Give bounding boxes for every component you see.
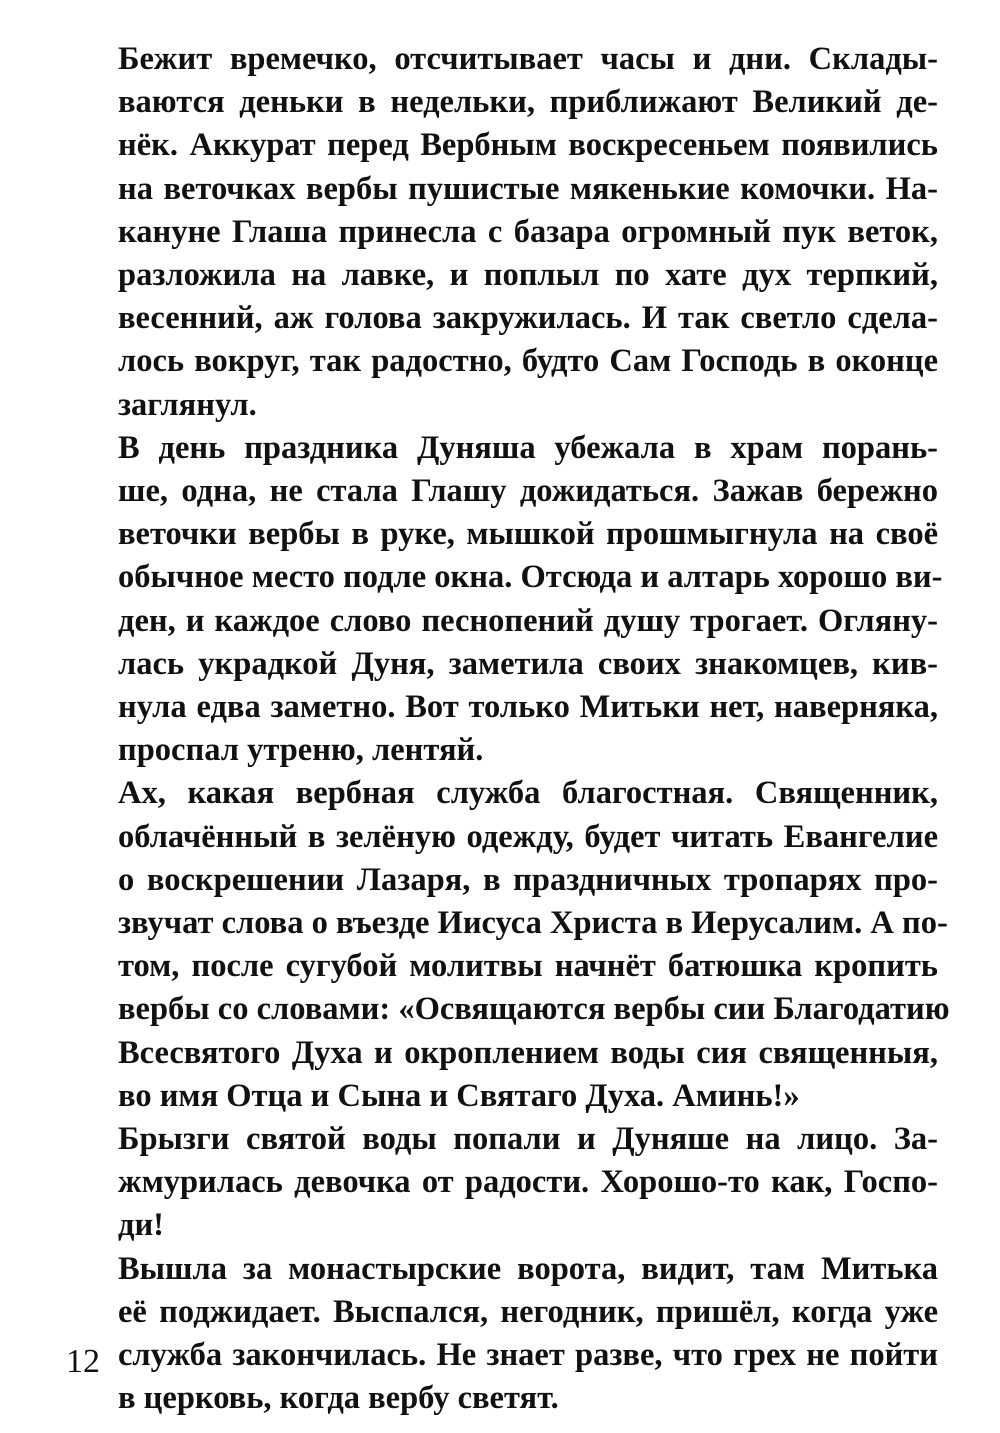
paragraph [66,38,938,427]
text-line: веточки вербы в руке, мышкой прошмыгнула на своё [118,516,938,553]
text-line: заглянул. [118,386,257,423]
text-line: нёк. Аккурат перед Вербным воскресеньем появились [118,127,938,164]
text-line: служба закончилась. Не знает разве, что грех не пойти [118,1337,938,1374]
paragraph [66,1248,938,1421]
text-line: в церковь, когда вербу светят. [118,1380,559,1417]
text-line: Бежит времечко, отсчитывает часы и дни. Склады- [118,41,938,77]
text-line: вербы со словами: «Освящаются вербы сии Благодатию [118,991,950,1028]
paragraph [66,427,943,773]
text-line: весенний, аж голова закружилась. И так светло сдела- [118,300,938,337]
text-line: ваются деньки в недельки, приближают Великий де- [118,84,938,121]
paragraph [66,1118,938,1248]
text-line: лось вокруг, так радостно, будто Сам Господь в оконце [118,343,938,380]
text-line: Брызги святой воды попали и Дуняше на лицо. За- [118,1121,938,1158]
text-line: кануне Глаша принесла с базара огромный пук веток, [118,213,938,250]
text-line: том, после сугубой молитвы начнёт батюшка кропить [118,948,938,985]
page-text [66,38,950,1421]
text-line: ше, одна, не стала Глашу дожидаться. Зажав бережно [118,473,938,510]
text-line: Вышла за монастырские ворота, видит, там Митька [118,1250,938,1287]
text-line: ди! [118,1207,164,1244]
text-line: Ах, какая вербная служба благостная. Священник, [118,775,938,812]
text-line: на веточках вербы пушистые мякенькие комочки. На- [118,170,938,207]
text-line: жмурилась девочка от радости. Хорошо-то как, Госпо- [118,1164,938,1201]
text-line: о воскрешении Лазаря, в праздничных тропарях про- [118,861,938,898]
text-line: обычное место подле окна. Отсюда и алтарь хорошо ви- [118,559,943,596]
page-number: 12 [66,1343,100,1380]
text-line: ден, и каждое слово песнопений душу трогает. Огляну- [118,602,938,639]
text-line: разложила на лавке, и поплыл по хате дух терпкий, [118,257,938,294]
text-line: её поджидает. Выспался, негодник, пришёл, когда уже [118,1293,938,1330]
text-line: В день праздника Дуняша убежала в храм порань- [118,429,938,466]
text-line: звучат слова о въезде Иисуса Христа в Иерусалим. А по- [118,905,948,942]
text-line: лась украдкой Дуня, заметила своих знакомцев, кив- [118,645,938,682]
text-line: облачённый в зелёную одежду, будет читать Евангелие [118,818,938,855]
text-line: нула едва заметно. Вот только Митьки нет, наверняка, [118,689,938,726]
text-line: проспал утреню, лентяй. [118,732,484,769]
text-line: Всесвятого Духа и окроплением воды сия священныя, [118,1034,938,1071]
paragraph [66,772,950,1118]
text-line: во имя Отца и Сына и Святаго Духа. Аминь!» [118,1077,800,1114]
